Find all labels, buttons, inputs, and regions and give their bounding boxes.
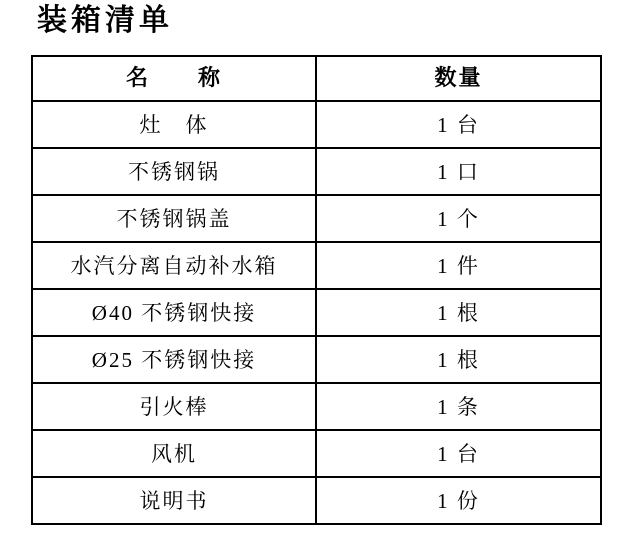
- item-name-cell: 不锈钢锅盖: [32, 195, 316, 242]
- column-header-name: 名 称: [32, 56, 316, 101]
- item-name-cell: 灶 体: [32, 101, 316, 148]
- item-quantity-cell: 1 根: [316, 336, 601, 383]
- table-row: [32, 148, 601, 195]
- item-name-cell: 不锈钢锅: [32, 148, 316, 195]
- item-quantity-cell: 1 个: [316, 195, 601, 242]
- table-row: [32, 101, 601, 148]
- item-name-cell: 说明书: [32, 477, 316, 524]
- item-quantity-cell: 1 根: [316, 289, 601, 336]
- item-name-cell: Ø40 不锈钢快接: [32, 289, 316, 336]
- item-quantity-cell: 1 台: [316, 101, 601, 148]
- table-row: [32, 383, 601, 430]
- table-header: [32, 56, 601, 101]
- table-row: [32, 430, 601, 477]
- item-quantity-cell: 1 口: [316, 148, 601, 195]
- item-name-cell: 引火棒: [32, 383, 316, 430]
- table-row: [32, 289, 601, 336]
- table-row: [32, 336, 601, 383]
- packing-table-body: [32, 101, 601, 524]
- item-quantity-cell: 1 条: [316, 383, 601, 430]
- item-name-cell: Ø25 不锈钢快接: [32, 336, 316, 383]
- column-header-quantity: 数量: [316, 56, 601, 101]
- table-row: [32, 195, 601, 242]
- item-name-cell: 水汽分离自动补水箱: [32, 242, 316, 289]
- page-title: 装箱清单: [37, 4, 173, 37]
- table-row: [32, 477, 601, 524]
- item-quantity-cell: 1 份: [316, 477, 601, 524]
- item-quantity-cell: 1 件: [316, 242, 601, 289]
- packing-list-table: [31, 55, 602, 525]
- table-row: [32, 242, 601, 289]
- item-quantity-cell: 1 台: [316, 430, 601, 477]
- item-name-cell: 风机: [32, 430, 316, 477]
- header-row: [32, 56, 601, 101]
